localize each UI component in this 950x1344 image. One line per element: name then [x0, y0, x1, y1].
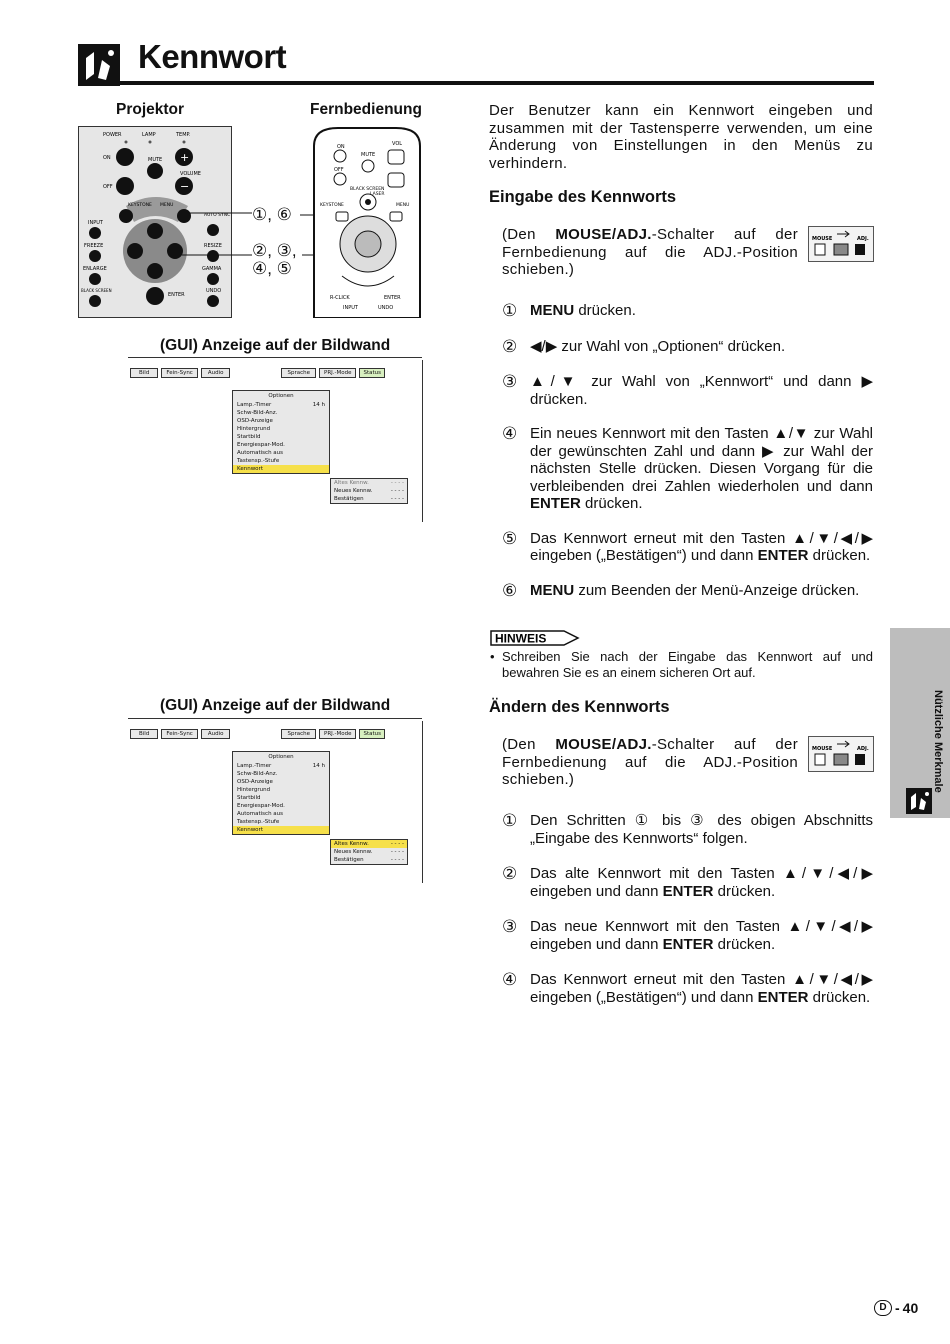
hinweis-bullet: • Schreiben Sie nach der Eingabe das Kennwort auf und bewahren Sie es an einem sicheren Ort auf. [490, 649, 873, 680]
section2-heading: Ändern des Kennworts [489, 698, 670, 716]
gui-sub-item: Neues Kennw. - - - - [334, 849, 404, 855]
mouse-adj-switch-icon [808, 226, 874, 262]
step-1: ① Den Schritten ① bis ③ des obigen Abschnitts „Eingabe des Kennworts“ folgen. [502, 811, 873, 847]
remote-label: Fernbedienung [310, 101, 422, 118]
gui-tab-fein-sync: Fein-Sync [161, 729, 198, 739]
remote-laser-label: LASER [370, 192, 385, 197]
gui-sub-item: Neues Kennw. - - - - [334, 488, 404, 494]
remote-vol-label: VOL [392, 141, 403, 147]
projector-keystone-label: KEYSTONE [128, 203, 152, 208]
gui-menu-item: Startbild [237, 434, 261, 440]
projector-undo-label: UNDO [206, 288, 222, 294]
remote-undo-label: UNDO [378, 305, 394, 311]
remote-mute-label: MUTE [361, 152, 376, 158]
gui-tab-bild: Bild [130, 368, 158, 378]
remote-enter-label: ENTER [384, 295, 401, 301]
projector-enter-label: ENTER [168, 292, 185, 298]
gui-menu-item: Hintergrund [237, 426, 271, 432]
gui-menu-item: Automatisch aus [237, 450, 284, 456]
section1-steps [502, 302, 873, 599]
gui-rule-1 [128, 357, 422, 358]
projector-volume-label: VOLUME [180, 171, 201, 177]
remote-menu-label: MENU [396, 203, 410, 208]
section1-mouse-note: (Den MOUSE/ADJ.-Schalter auf der Fernbedienung auf die ADJ.-Position schieben.) [502, 226, 798, 278]
remote-black-screen-label: BLACK SCREEN [350, 187, 385, 192]
side-tab-label: Nützliche Merkmale [932, 690, 944, 793]
gui-tabs-2 [130, 729, 385, 739]
remote-control-illustration [308, 126, 426, 318]
gui-tab-audio: Audio [201, 729, 231, 739]
gui-caption-1: (GUI) Anzeige auf der Bildwand [160, 337, 391, 354]
section2-steps [502, 812, 873, 1006]
gui-menu-title: Optionen [268, 754, 294, 760]
projector-gamma-label: GAMMA [202, 266, 222, 272]
gui-sub-item: Altes Kennw. - - - - [331, 840, 407, 848]
projector-menu-label: MENU [160, 203, 174, 208]
gui-caption-2: (GUI) Anzeige auf der Bildwand [160, 697, 391, 714]
gui-rule-2 [128, 718, 422, 719]
gui-screenshot-2 [128, 721, 423, 883]
projector-off-label: OFF [103, 184, 113, 190]
gui-menu-item: Energiespar-Mod. [237, 803, 285, 809]
gui-menu-item: OSD-Anzeige [237, 418, 273, 424]
section2-mouse-note: (Den MOUSE/ADJ.-Schalter auf der Fernbedienung auf die ADJ.-Position schieben.) [502, 736, 798, 788]
callout-4-5: ④, ⑤ [252, 259, 292, 278]
remote-on-label: ON [337, 144, 345, 150]
section1-heading: Eingabe des Kennworts [489, 188, 677, 206]
projector-input-label: INPUT [88, 220, 103, 226]
page-number: D - 40 [874, 1300, 918, 1316]
callout-1-6: ①, ⑥ [252, 205, 292, 224]
projector-on-label: ON [103, 155, 111, 161]
gui-tab-bild: Bild [130, 729, 158, 739]
projector-enlarge-label: ENLARGE [83, 266, 107, 272]
projector-black-screen-label: BLACK SCREEN [81, 288, 112, 293]
mouse-adj-switch-icon [808, 736, 874, 772]
step-3: ③ ▲/▼ zur Wahl von „Kennwort“ und dann ▶ drücken. [502, 372, 873, 408]
remote-off-label: OFF [334, 167, 344, 173]
svg-text:ADJ.: ADJ. [857, 746, 869, 752]
gui-menu-item: Tastensp.-Stufe [237, 458, 280, 464]
gui-screenshot-1 [128, 360, 423, 522]
remote-input-label: INPUT [343, 305, 358, 311]
side-tab-icon [906, 788, 932, 814]
callout-2-3: ②, ③, [252, 241, 297, 260]
svg-text:HINWEIS: HINWEIS [495, 631, 547, 646]
gui-menu-1 [232, 390, 330, 474]
svg-text:ADJ.: ADJ. [857, 236, 869, 242]
gui-menu-item: Automatisch aus [237, 811, 284, 817]
gui-menu-item-timer: Lamp.-Timer 14 h [237, 402, 325, 408]
gui-submenu-2 [330, 839, 408, 865]
gui-menu-item-timer: Lamp.-Timer 14 h [237, 763, 325, 769]
projector-lamp-label: LAMP [142, 132, 156, 138]
intro-paragraph: Der Benutzer kann ein Kennwort eingeben und zusammen mit der Tastensperre verwenden, um eine Änderung von Einstellungen in den Menüs zu verhindern. [489, 102, 873, 172]
projector-label: Projektor [116, 101, 185, 118]
svg-text:−: − [180, 180, 190, 193]
projector-resize-label: RESIZE [204, 243, 222, 249]
page-letter-badge: D [874, 1300, 892, 1316]
projector-mute-label: MUTE [148, 157, 163, 163]
gui-menu-item: Startbild [237, 795, 261, 801]
remote-keystone-label: KEYSTONE [320, 203, 344, 208]
svg-text:+: + [180, 151, 190, 164]
gui-tab-audio: Audio [201, 368, 231, 378]
gui-tabs-1 [130, 368, 385, 378]
gui-menu-item-kennwort: Kennwort [233, 465, 329, 473]
gui-menu-item-kennwort: Kennwort [233, 826, 329, 834]
gui-menu-item: Energiespar-Mod. [237, 442, 285, 448]
projector-freeze-label: FREEZE [84, 243, 104, 249]
step-4: ④ Das Kennwort erneut mit den Tasten ▲/▼/◀/▶ eingeben („Bestätigen“) und dann ENTER drücken. [502, 970, 873, 1006]
gui-tab-sprache: Sprache [281, 729, 316, 739]
step-5: ⑤ Das Kennwort erneut mit den Tasten ▲/▼/◀/▶ eingeben („Bestätigen“) und dann ENTER drücken. [502, 528, 873, 564]
gui-sub-item: Bestätigen - - - - [334, 857, 404, 863]
step-4: ④ Ein neues Kennwort mit den Tasten ▲/▼ zur Wahl der gewünschten Zahl und dann ▶ zur Wahl der nächsten Stelle drücken. Diesen Vorgang für die verbleibenden drei Zahlen wiederholen und dann ENTER drücken. [502, 424, 873, 512]
page-number-value: 40 [902, 1300, 919, 1316]
step-2: ② Das alte Kennwort mit den Tasten ▲/▼/◀/▶ eingeben und dann ENTER drücken. [502, 864, 873, 900]
gui-menu-item: OSD-Anzeige [237, 779, 273, 785]
step-2: ② ◀/▶ zur Wahl von „Optionen“ drücken. [502, 336, 786, 356]
page-title: Kennwort [138, 38, 287, 75]
gui-menu-item: Schw-Bild-Anz. [237, 771, 278, 777]
title-rule [78, 81, 874, 85]
gui-menu-item: Schw-Bild-Anz. [237, 410, 278, 416]
gui-sub-item: Bestätigen - - - - [334, 496, 404, 502]
svg-text:MOUSE: MOUSE [812, 746, 833, 752]
step-1: ① MENU drücken. [502, 301, 636, 320]
gui-tab-prj-mode: PRJ.-Mode [319, 368, 356, 378]
remote-r-click-label: R-CLICK [330, 295, 350, 301]
gui-tab-status: Status [359, 368, 385, 378]
gui-menu-item: Hintergrund [237, 787, 271, 793]
step-3: ③ Das neue Kennwort mit den Tasten ▲/▼/◀/▶ eingeben und dann ENTER drücken. [502, 917, 873, 953]
gui-menu-2 [232, 751, 330, 835]
gui-tab-prj-mode: PRJ.-Mode [319, 729, 356, 739]
gui-tab-sprache: Sprache [281, 368, 316, 378]
projector-power-label: POWER [103, 132, 122, 138]
hinweis-badge [490, 630, 582, 651]
gui-sub-item: Altes Kennw. - - - - [334, 480, 404, 486]
projector-temp-label: TEMP. [176, 132, 191, 138]
gui-submenu-1 [330, 478, 408, 504]
gui-menu-item: Tastensp.-Stufe [237, 819, 280, 825]
section-icon [78, 44, 120, 86]
gui-tab-fein-sync: Fein-Sync [161, 368, 198, 378]
gui-menu-title: Optionen [268, 393, 294, 399]
gui-tab-status: Status [359, 729, 385, 739]
step-6: ⑥ MENU zum Beenden der Menü-Anzeige drücken. [502, 580, 860, 600]
svg-text:MOUSE: MOUSE [812, 236, 833, 242]
projector-auto-sync-label: AUTO SYNC [204, 213, 231, 218]
